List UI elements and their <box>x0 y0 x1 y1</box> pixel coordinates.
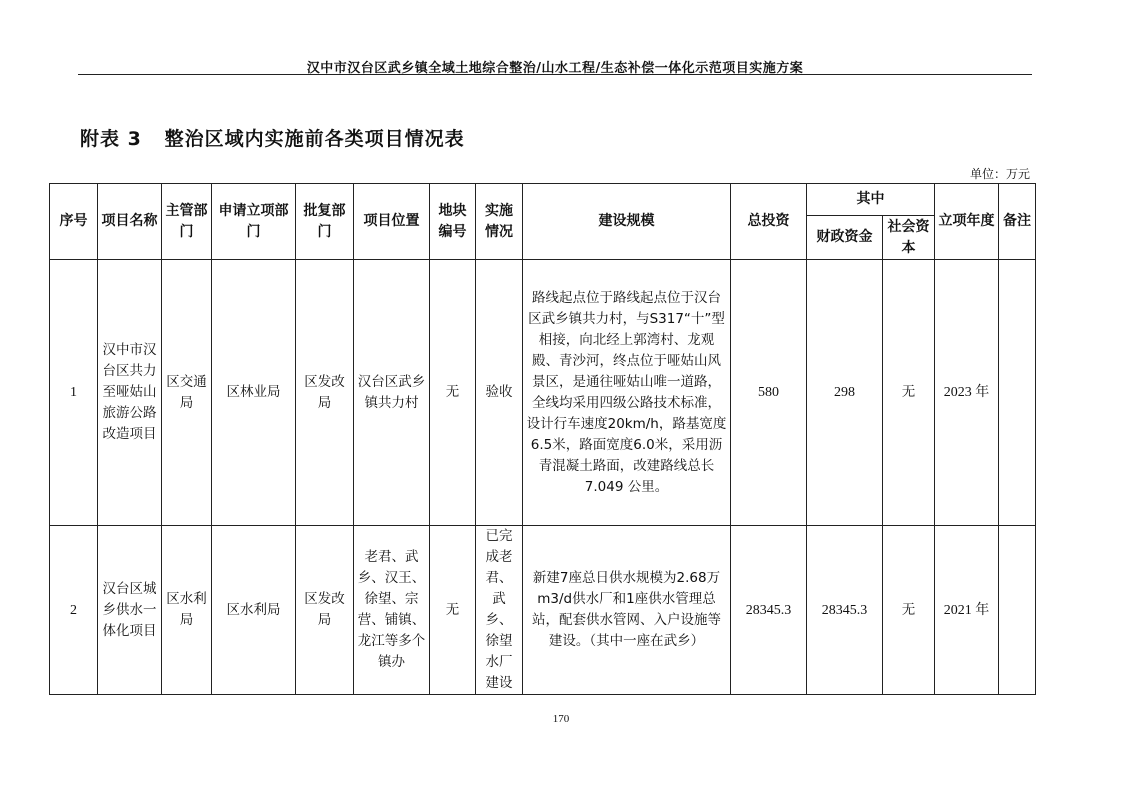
header-remark: 备注 <box>999 184 1036 260</box>
header-year: 立项年度 <box>935 184 999 260</box>
row-social: 无 <box>883 260 935 526</box>
header-scale: 建设规模 <box>523 184 731 260</box>
row-dept: 区水利局 <box>162 526 212 695</box>
table-row <box>50 526 1036 695</box>
row-social: 无 <box>883 526 935 695</box>
row-name: 汉台区城乡供水一体化项目 <box>98 526 162 695</box>
row-seq: 2 <box>50 526 98 695</box>
page-number: 170 <box>552 713 570 725</box>
header-approve: 批复部门 <box>296 184 354 260</box>
row-plot: 无 <box>430 260 476 526</box>
header-total: 总投资 <box>731 184 807 260</box>
row-total: 28345.3 <box>731 526 807 695</box>
header-fiscal: 财政资金 <box>807 216 883 260</box>
header-seq: 序号 <box>50 184 98 260</box>
row-location: 老君、武乡、汉王、徐望、宗营、铺镇、龙江等多个镇办 <box>354 526 430 695</box>
header-social: 社会资本 <box>883 216 935 260</box>
header-name: 项目名称 <box>98 184 162 260</box>
header-row <box>50 184 1036 216</box>
page-title: 附表 3 整治区域内实施前各类项目情况表 <box>80 128 465 150</box>
row-status: 已完成老君、武乡、徐望水厂建设 <box>476 526 523 695</box>
row-name: 汉中市汉台区共力至哑姑山旅游公路改造项目 <box>98 260 162 526</box>
running-header: 汉中市汉台区武乡镇全域土地综合整治/山水工程/生态补偿一体化示范项目实施方案 <box>306 61 804 76</box>
row-dept: 区交通局 <box>162 260 212 526</box>
header-status: 实施情况 <box>476 184 523 260</box>
row-total: 580 <box>731 260 807 526</box>
row-fiscal: 298 <box>807 260 883 526</box>
row-approve: 区发改局 <box>296 526 354 695</box>
header-location: 项目位置 <box>354 184 430 260</box>
row-remark <box>999 260 1036 526</box>
header-apply: 申请立项部门 <box>212 184 296 260</box>
project-table <box>49 183 1036 695</box>
row-apply: 区水利局 <box>212 526 296 695</box>
row-year: 2023 年 <box>935 260 999 526</box>
row-seq: 1 <box>50 260 98 526</box>
row-year: 2021 年 <box>935 526 999 695</box>
table-row <box>50 260 1036 526</box>
row-plot: 无 <box>430 526 476 695</box>
row-approve: 区发改局 <box>296 260 354 526</box>
row-scale: 路线起点位于路线起点位于汉台区武乡镇共力村，与S317“十”型相接，向北经上郭湾村、龙观殿、青沙河，终点位于哑姑山风景区，是通往哑姑山唯一道路，全线均采用四级公路技术标准，设计行车速度20km/h，路基宽度6.5米，路面宽度6.0米，采用沥青混凝土路面，改建路线总长7.049 公里。 <box>523 260 731 526</box>
header-rule <box>78 74 1032 75</box>
header-plot: 地块编号 <box>430 184 476 260</box>
row-scale: 新建7座总日供水规模为2.68万m3/d供水厂和1座供水管理总站，配套供水管网、入户设施等建设。（其中一座在武乡） <box>523 526 731 695</box>
row-location: 汉台区武乡镇共力村 <box>354 260 430 526</box>
header-dept: 主管部门 <box>162 184 212 260</box>
row-fiscal: 28345.3 <box>807 526 883 695</box>
row-apply: 区林业局 <box>212 260 296 526</box>
row-status: 验收 <box>476 260 523 526</box>
header-of-which: 其中 <box>807 184 935 216</box>
row-remark <box>999 526 1036 695</box>
unit-label: 单位：万元 <box>969 167 1030 181</box>
